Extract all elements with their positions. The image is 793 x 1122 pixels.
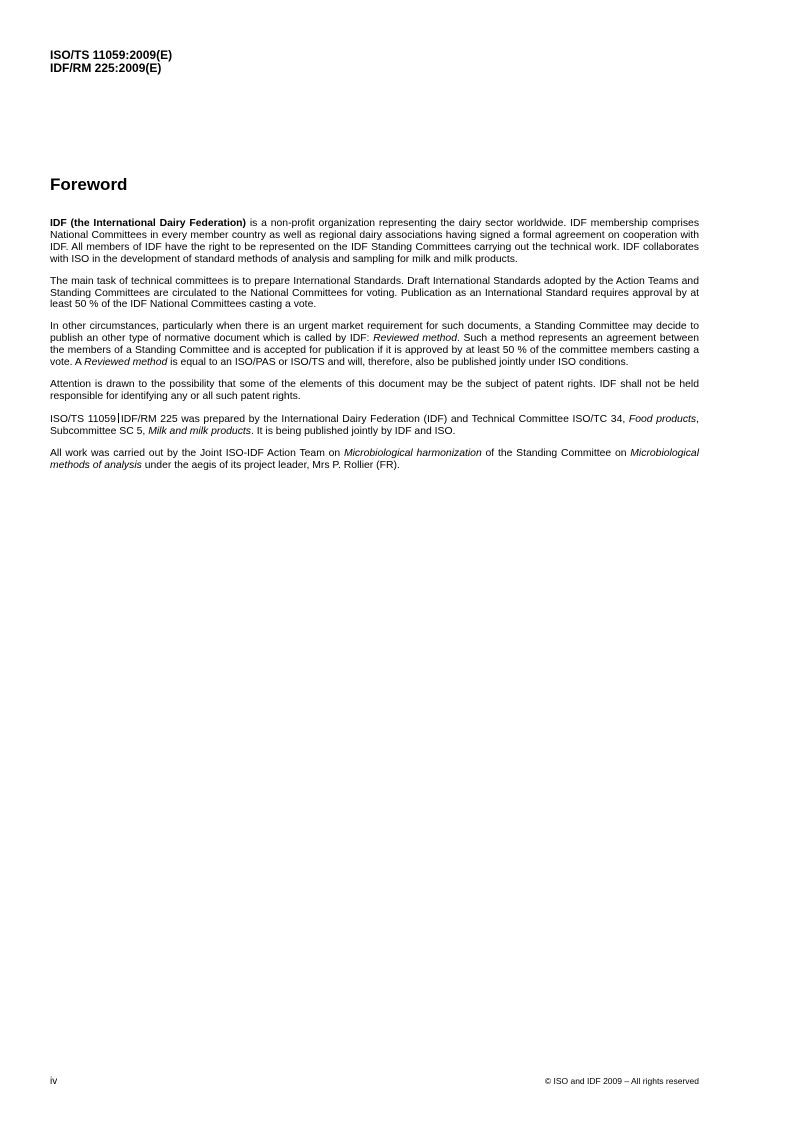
separator-bar bbox=[118, 413, 119, 423]
paragraph-text: ISO/TS 11059 bbox=[50, 413, 116, 425]
harmonization-term: Microbiological harmonization bbox=[343, 447, 482, 459]
milk-products-term: Milk and milk products bbox=[148, 425, 251, 437]
paragraph-text: All work was carried out by the Joint ISO-IDF Action Team on bbox=[50, 447, 344, 459]
paragraph-text: IDF/RM 225 was prepared by the International Dairy Federation (IDF) and Technical Committee ISO/TC 34, bbox=[120, 413, 629, 425]
paragraph-text: is equal to an ISO/PAS or ISO/TS and will, therefore, also be published jointly under ISO conditions. bbox=[167, 357, 629, 369]
idf-name-bold: IDF (the International Dairy Federation) bbox=[50, 218, 246, 229]
paragraph-text: under the aegis of its project leader, Mrs P. Rollier (FR). bbox=[141, 459, 400, 471]
paragraph-text: In other circumstances, particularly when there is an urgent market requirement for such documents, a Standing Committee may decide to publish an other type of normative document which is called by IDF: bbox=[50, 321, 699, 345]
food-products-term: Food products bbox=[628, 413, 697, 425]
methods-of-analysis-term: Microbiological methods of analysis bbox=[50, 447, 700, 471]
paragraph-idf-intro bbox=[50, 218, 699, 266]
reviewed-method-term: Reviewed method bbox=[84, 357, 168, 369]
document-header bbox=[50, 49, 172, 75]
paragraph-text: of the Standing Committee on bbox=[481, 447, 631, 459]
paragraph-text: , Subcommittee SC 5, bbox=[50, 413, 699, 437]
foreword-body bbox=[50, 218, 699, 481]
header-iso-reference: ISO/TS 11059:2009(E) bbox=[50, 48, 173, 62]
page-title: Foreword bbox=[50, 175, 128, 194]
paragraph-patent-rights bbox=[50, 379, 699, 403]
page-number: iv bbox=[50, 1076, 58, 1087]
reviewed-method-term: Reviewed method bbox=[373, 333, 457, 345]
header-idf-reference: IDF/RM 225:2009(E) bbox=[50, 61, 162, 75]
paragraph-text: The main task of technical committees is to prepare International Standards. Draft International Standards adopted by the Action Teams and Standing Committees are circulated to the National Committees for voting. Publication as an International Standard requires approval by at least 50 % of the IDF National Committees casting a vote. bbox=[50, 275, 699, 311]
paragraph-reviewed-method bbox=[50, 321, 699, 369]
paragraph-main-task bbox=[50, 276, 699, 312]
paragraph-text: is a non-profit organization representing the dairy sector worldwide. IDF membership comprises National Committees in every member country as well as regional dairy associations having signed a formal agreement on cooperation with IDF. All members of IDF have the right to be represented on the IDF Standing Committees carrying out the technical work. IDF collaborates with ISO in the development of standard methods of analysis and sampling for milk and milk products. bbox=[50, 218, 700, 265]
paragraph-preparation bbox=[50, 413, 699, 438]
paragraph-text: . Such a method represents an agreement between the members of a Standing Committee and is accepted for publication if it is approved by at least 50 % of the committee members casting a vote. A bbox=[50, 333, 700, 369]
paragraph-text: Attention is drawn to the possibility that some of the elements of this document may be the subject of patent rights. IDF shall not be held responsible for identifying any or all such patent rights. bbox=[50, 378, 699, 402]
paragraph-text: . It is being published jointly by IDF and ISO. bbox=[250, 425, 456, 437]
paragraph-action-team bbox=[50, 448, 699, 472]
copyright-notice: © ISO and IDF 2009 – All rights reserved bbox=[544, 1076, 699, 1086]
